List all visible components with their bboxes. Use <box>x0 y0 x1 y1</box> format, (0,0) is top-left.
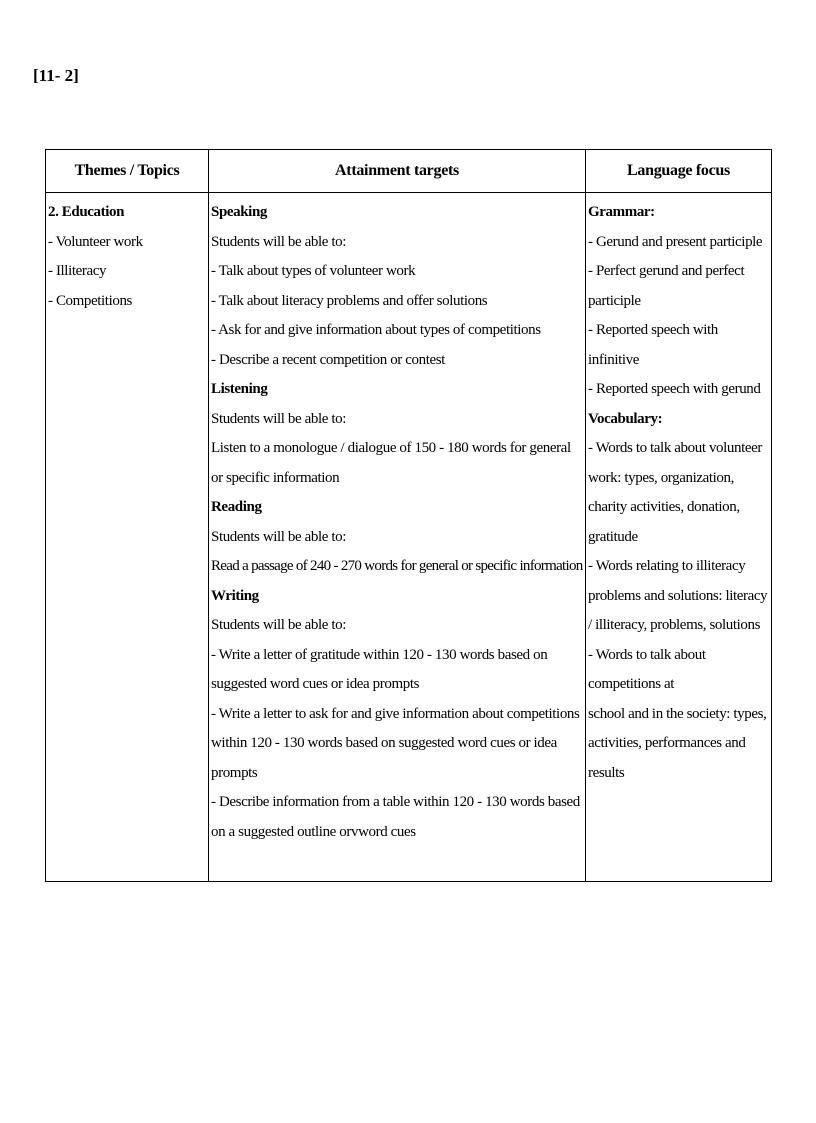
vocabulary-item: school and in the society: types, activities, performances and results <box>588 705 767 781</box>
speaking-item: - Talk about types of volunteer work <box>211 263 416 279</box>
targets-cell <box>208 193 585 881</box>
page-label: [11- 2] <box>33 66 79 85</box>
speaking-item: - Ask for and give information about types of competitions <box>211 322 541 338</box>
theme-item: - Illiteracy <box>48 263 107 279</box>
grammar-item: - Reported speech with infinitive <box>588 322 718 368</box>
theme-item: - Volunteer work <box>48 233 143 250</box>
vocabulary-item: - Words to talk about competitions at <box>588 646 706 692</box>
reading-heading: Reading <box>211 499 262 515</box>
listening-intro: Students will be able to: <box>211 410 346 427</box>
language-cell <box>585 193 771 881</box>
themes-cell <box>46 193 208 881</box>
writing-item: - Describe information from a table within 120 - 130 words based on a suggested outline orvword cues <box>211 794 580 840</box>
reading-text: Read a passage of 240 - 270 words for general or specific information <box>211 558 583 574</box>
speaking-item: - Talk about literacy problems and offer solutions <box>211 292 488 309</box>
header-themes: Themes / Topics <box>46 150 208 193</box>
curriculum-table <box>45 149 772 882</box>
writing-intro: Students will be able to: <box>211 617 346 633</box>
writing-item: - Write a letter of gratitude within 120 - 130 words based on suggested word cues or idea prompts <box>211 646 548 692</box>
grammar-item: - Perfect gerund and perfect participle <box>588 263 745 309</box>
header-language: Language focus <box>585 150 771 193</box>
vocabulary-item: - Words relating to illiteracy problems and solutions: literacy / illiteracy, problems, solutions <box>588 558 768 633</box>
theme-item: - Competitions <box>48 292 132 309</box>
vocabulary-item: - Words to talk about volunteer work: types, organization, charity activities, donation, gratitude <box>588 440 762 545</box>
reading-intro: Students will be able to: <box>211 528 346 545</box>
speaking-heading: Speaking <box>211 204 267 220</box>
writing-item: - Write a letter to ask for and give information about competitions within 120 - 130 words based on suggested word cues or idea prompts <box>211 705 580 781</box>
listening-text: Listen to a monologue / dialogue of 150 - 180 words for general or specific information <box>211 440 571 486</box>
grammar-heading: Grammar: <box>588 204 655 220</box>
grammar-item: - Reported speech with gerund <box>588 381 761 397</box>
grammar-item: - Gerund and present participle <box>588 233 763 250</box>
header-targets: Attainment targets <box>208 150 585 193</box>
speaking-item: - Describe a recent competition or contest <box>211 351 445 368</box>
theme-title: 2. Education <box>48 204 125 220</box>
listening-heading: Listening <box>211 381 268 397</box>
writing-heading: Writing <box>211 587 259 604</box>
vocabulary-heading: Vocabulary: <box>588 410 663 427</box>
speaking-intro: Students will be able to: <box>211 233 346 250</box>
